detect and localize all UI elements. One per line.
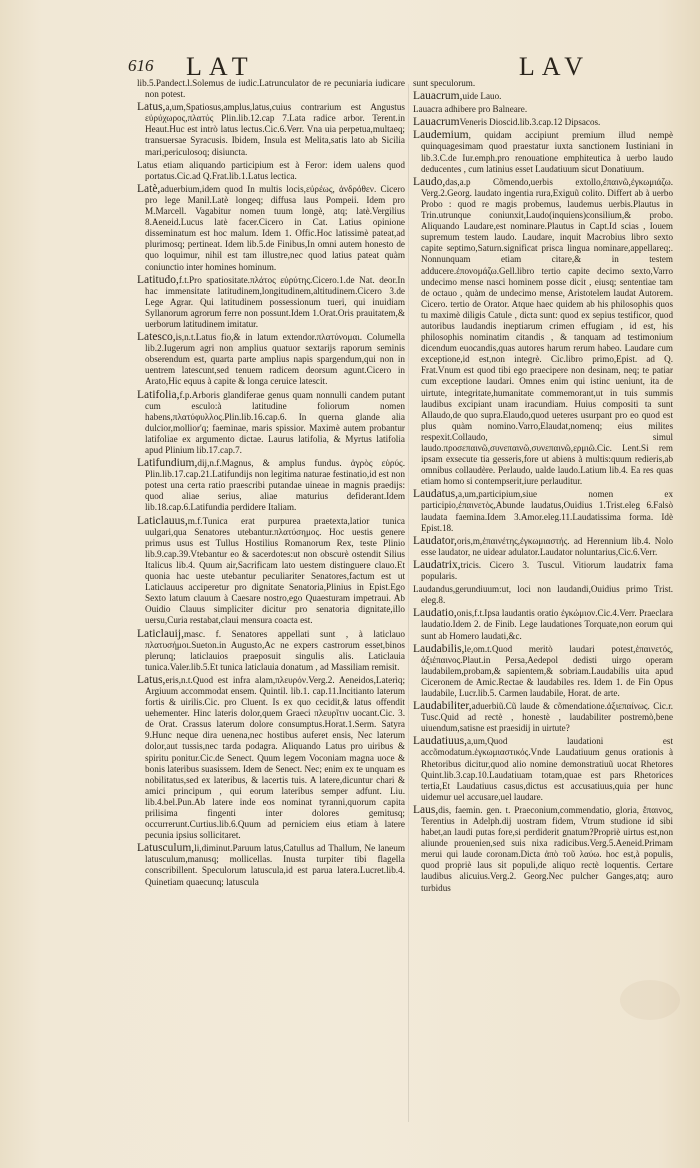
entry-headword: Lauacrum, [413, 90, 463, 103]
dictionary-entry [137, 458, 405, 513]
entry-text: eris,n.t.Quod est infra alam,πλευρόν.Verg.2. Aeneidos,Laterìq; Argiuum accommodat ensem. Quintil. lib.1. cap.11.Incitianto laterum fortis & uirilis.Cic. pro Cluent. Is ex quo cecidit,& latus offendit uehementer. Hinc lateris dolor,quem Graeci πλευρῖτιν uocant.Cic. 3. de Orat. Crassus laterum dolore consumptus.Horat.1.Serm. Satyra 9.Hunc neque dira uenena,nec hostibus auferet ensis, Nec laterum dolor,aut tussis,nec tarda podagra. Aliquando Latus pro uiribus & spiritu ponitur.Cic.de Senect. Quum legem Voconiam magna uoce & bonis lateribus suasissem. Idem de Senect. Nec; enim ex te unquam es nobilitatus,sed ex lateribus, & lacertis tuis. A latere,dicuntur chari & amici principum , qui eorum lateribus semper adfunt. Liu. lib.4.bel.Pun.Ab latere inde eos nominat tyranni,quorum capita prilisima fingenti inter dolores gemitusq; occurrerunt.Curtius.lib.6.Quum ad perniciem eius etiam à latere pecunia ipsius sollicitaret. [145, 674, 405, 841]
entry-headword: Laudatio, [413, 607, 457, 620]
dictionary-entry [137, 629, 405, 673]
dictionary-entry [413, 736, 673, 803]
column-divider [408, 84, 409, 1122]
left-guide-word: LAT [186, 52, 255, 81]
entry-headword: Laudator, [413, 534, 457, 547]
entry-headword: Latifundium, [137, 457, 198, 470]
dictionary-entry [413, 644, 673, 699]
entry-headword: Laus, [413, 803, 439, 816]
entry-text: Laudandus,gerundiuum:ut, loci non laudandi,Ouidius primo Trist. eleg.8. [413, 584, 673, 606]
entry-headword: Latifolia, [137, 388, 180, 401]
dictionary-entry [137, 102, 405, 157]
dictionary-entry [413, 584, 673, 606]
dictionary-entry [137, 332, 405, 387]
entry-text: Lauacra adhibere pro Balneare. [413, 104, 528, 115]
dictionary-entry [413, 805, 673, 894]
entry-headword: Laudatrix, [413, 558, 461, 571]
dictionary-entry [413, 117, 673, 128]
entry-text: m.f.Tunica erat purpurea praetexta,latior tunica uulgari,qua Senatores utebantur.πλατύσημος. Hoc uestis genere primus usus est Tullus Hostilius Romanorum Rex, teste Plinio lib.9.cap.39.Vtebantur eo & sacerdotes:ut non obscurè ostendit Silius Italicus lib.4. Quum air,Sacrificam lato uestem distinguere clauo.Et quonia hac ueste utebantur peculiariter Senatores,factum est ut Laticlauus acciperetur pro dignitate Senatoria,Plinius in Epist.Ego Sexto latum clauum à Caesare nostro,ego Quaesturam impetraui. Ab Ouidio Clauus simpliciter dicitur pro senatoria dignitate,illo uersu,Curia restabat,claui mensura coacta est. [145, 515, 405, 626]
dictionary-entry [413, 104, 673, 115]
entry-text: dis, faemin. gen. t. Praeconium,commendatio, gloria, ἔπαινος, Terentius in Adelph.dij uostram fidem, Vtrum studione id sibi habet,an laudi putas fore,si perdiderit gnatum?Propriè uirtus est,non aliunde prouenien,sed suis nixa radicibus.Verg.5.Aeneid.Primam merui qui laude coronam.Dicta ἀπὸ τοῦ λαύω. hoc est,à populis, quod propriè laus sit populi,de aliquo rectè loquentis. Certare laudibus alicuius.Verg.2. Georg.Nec pulcher Ganges,atq; auro turbidus [421, 804, 673, 893]
entry-headword: Latus, [137, 101, 166, 114]
dictionary-entry [413, 701, 673, 734]
dictionary-entry [413, 177, 673, 488]
entry-text: lib.5.Pandect.l.Solemus de iudic.Latrunculator de re pecuniaria iudicare non potest. [137, 78, 405, 100]
dictionary-entry [137, 516, 405, 627]
dictionary-entry [137, 390, 405, 457]
dictionary-entry [413, 489, 673, 533]
right-column [413, 78, 673, 1130]
entry-headword: Laudabiliter, [413, 700, 472, 713]
entry-text: sunt speculorum. [413, 78, 476, 88]
left-column [137, 78, 405, 1130]
entry-text: li,diminut.Paruum latus,Catullus ad Thallum, Ne laneum latusculum,manusq; mollicellas. Inusta turpiter tibi flagella conscribillent. Speculorum latuscula,id est parua latera.Lucret.lib.4. Quinetiam quaecunq; latuscula [145, 843, 405, 887]
entry-text: aduerbiũ.Cũ laude & cõmendatione.ἀξιεπαίνως. Cic.r. Tusc.Quid ad rectè , honestè , laudabiliter postremò,bene uiuendum,satisne est praesidij in uirtute? [421, 701, 673, 734]
page-number: 616 [128, 56, 154, 75]
dictionary-entry [413, 560, 673, 582]
entry-text: a,um,Quod laudationi est accõmodatum.ἐγκωμιαστικός.Vnde Laudatiuum genus orationis à Rhetoribus dicitur,quod alio nomine demonstratiuũ uocat Rhetores Quint.lib.3.cap.10.Laudatiuam totam,quae est pars Rhetorices tertia,Et Laudatiuus casus,dictus est accusatiuus,quia per hunc uidemur uel accusare,uel laudare. [421, 736, 673, 802]
entry-headword: Lauacrum [413, 116, 460, 129]
entry-text: Veneris Dioscid.lib.3.cap.12 Dipsacos. [459, 117, 601, 128]
dictionary-entry [137, 275, 405, 330]
entry-text: , quidam accipiunt premium illud nempè quinquagesimam quod praestatur iuxta sanctionem Iustiniani in lib.3.C.de Iur.emph.pro renouatione emphiteutica à uerbo laudo deducentes , cum latinius esset Laudatiuum sicut Donatiuum. [421, 130, 673, 174]
entry-text: Latus etiam aliquando participium est à Feror: idem ualens quod portatus.Cic.ad Q.Frat.lib.1.Latus lectica. [137, 159, 405, 181]
entry-headword: Latesco, [137, 331, 176, 344]
dictionary-entry [137, 184, 405, 273]
entry-text: aduerbium,idem quod In multis locis,εὐρέως, ἀνδρόθεν. Cicero pro lege Manil.Latè longeq; diffusa laus Pompeii. Idem pro M.Marcell. Vagabitur nomen tuum longè, atq; latè.Vergilius 8.Aeneid.Lucus latè facer.Cicero in Cat. Latius opinione disseminatum est hoc malum. Idem 1. Offic.Hoc latissimè pateat,ad plurimosq; pertineat. Idem lib.5.de Finibus,In omni autem honesto de quo loquimur, nihil est tam illustre,nec quod latius pateat quàm coniunctio inter homines hominum. [145, 183, 405, 272]
dictionary-entry [137, 78, 405, 100]
entry-text: onis,f.t.Ipsa laudantis oratio ἐγκώμιον.Cic.4.Verr. Praeclara laudatio.Idem 2. de Finib. Lege laudationes Torquate,non eorum qui sunt ab Homero laudati,&c. [421, 608, 673, 641]
dictionary-entry [413, 130, 673, 174]
dictionary-entry [413, 78, 673, 89]
entry-text: f.p.Arboris glandiferae genus quam nonnulli candem putant cum esculo:à latitudine foliorum nomen habens,πλατύφυλλος.Plin.lib.16.cap.6. In querna glande alia dulcior,mollior'q; faeminae, maris spissior. Maximè autem probantur latifoliae ex argumento dictae. Laurus latifolia, & Myrtus latifolia apud Plinium lib.17.cap.7. [145, 389, 405, 455]
entry-text: is,n.t.Latus fio,& in latum extendor.πλατύνομαι. Columella lib.2.Iugerum agri non amplius quatuor sextarijs raporum seminis obserendum est, quarta parte amplius napis spargendum,qui non in uentrem latescunt,sed tenuem radicem deorsum agunt.Cicero in Arato,Hic equus à capite & longa ceruice latescit. [145, 332, 405, 387]
right-guide-word: LAV [518, 52, 590, 81]
entry-text: uide Lauo. [462, 91, 502, 102]
dictionary-entry [137, 160, 405, 182]
dictionary-entry [413, 608, 673, 641]
entry-headword: Laticlauij, [137, 627, 184, 640]
entry-headword: Laudatus, [413, 488, 459, 501]
entry-text: tricis. Cicero 3. Tuscul. Vitiorum laudatrix fama popularis. [421, 559, 673, 582]
entry-text: oris,m,ἐπαινέτης,ἐγκωμιαστής. ad Herennium lib.4. Nolo esse laudator, ne uidear adulator.Laudator noluntarius,Cic.6.Verr. [421, 535, 673, 557]
entry-headword: Latè, [137, 182, 161, 195]
entry-headword: Laudo, [413, 175, 446, 188]
entry-headword: Laticlauus, [137, 514, 188, 527]
entry-headword: Laudatiuus, [413, 735, 467, 748]
entry-headword: Laudabilis, [413, 642, 465, 655]
entry-headword: Laudemium [413, 129, 469, 142]
entry-text: a,um,participium,siue nomen ex participio,ἐπαινετὸς,Abunde laudatus,Ouidius 1.Trist.eleg 6.Falsò laudata faemina.Idem 3.Amor.eleg.11.Laudatissima forma. Idè Epist.18. [421, 489, 673, 533]
entry-headword: Latitudo, [137, 273, 179, 286]
entry-headword: Latusculum, [137, 842, 195, 855]
entry-text: dij,n.f.Magnus, & amplus fundus. ἀγρὸς εὐρύς. Plin.lib.17.cap.21.Latifundijs non legitima naturae festinatio,id est non potest una certa ratio praescribi putandae uineae in magnis praedijs: quod aliae serius, aliae maturius defiderant.Idem lib.18.cap.6.Latifundia perdidere Italiam. [145, 458, 405, 513]
entry-text: das,a.p Cõmendo,uerbis extollo,ἐπαινῶ,ἐγκωμιάζω. Verg.2.Georg. laudato ingentia rura,Exiguũ colito. Differt ab à uerbo Probo : quod re magis probemus, laudemus uerbis.Plautus in Trin.utrunque coniunxit,Laudo(inquiens)consilium,& probo. Aliquando Laudare,est nominare.Plautus in Capt.Id scias , Iouem supremum testem laudo. Laudare, inquit Macrobius libro sexto capite septimo,Saturn.significat prisca lingua nominare,appellareq;. Nonnunquam etiam citare,& in testem adducere.ἐπονομάζω.Gell.libro tertio capite decimo sexto,Varro undecimo mense nasci hominem posse dicit , eiusq; sententiae tam de octauo , quàm de undecimo mense, Aristotelem laudat Autorem. Cicero. tertio de Orator. Atque haec quidem ab his philosophis quos tu maximè diligis Catule , dicta sunt: quod ex sepius testificor, quod autoribus laudandis ineptiarum crimen effugiam , id est, his philosophis nominatim citandis , & tanquam ad testimonium dicendum euocandis,quas autores harum rerum habeo. Laudare cum exceptione,id est,non integrè. Cic.libro primo,Epist. ad Q. Frat.Vnum est quod tibi ego praecipere non desinam, neq; te patiar cum exceptione laudari. Omnes enim qui istinc ueniunt, ita de uirtute, integritate,humanitate commemorant,ut in tuis summis laudibus excipiant unam iracundiam. Huius compositi ta sunt Allaudo,de quo supra.Elaudo,quod ueteres usurpant pro eo quod est plus quàm nomino.Varro,Elaudat,nomenq; eius milites respexit.Collaudo, simul laudo.προσεπαινῶ,συνεπαινῶ,συνεπαινῶ,ερμιῶ.Cic. Lent.Si rem ipsam exsecute tia gesseris,fore ut abiens à multis:quum redieris,ab omnibus collaudère. Perlaudo, ualde laudo.Latium lib.4. Ea res quas etiam homo si contempserit,iure perlauditur. [421, 176, 673, 487]
entry-text: le,om.t.Quod meritò laudari potest,ἐπαινετός, ἀξιέπαινος.Plaut.in Persa,Aedepol dedisti uirgo operam laudabilem,probam,& sapientem,& sobriam.Laudabilis uita apud Ciceronem de Amic.Rectae & laudabiles res. Idem 1. de Fin Opus laudabile, Lucr.lib.5. Carmen laudabile, Horat. de arte. [421, 643, 673, 698]
dictionary-entry [413, 536, 673, 558]
dictionary-entry [137, 843, 405, 887]
entry-headword: Latus, [137, 673, 166, 686]
dictionary-entry [137, 675, 405, 841]
dictionary-entry [413, 91, 673, 102]
entry-text: a,um,Spatiosus,amplus,latus,cuius contrarium est Angustus εὐρύχωρος,πλατύς Plin.lib.12.cap 7.Lata radice arbor. Terent.in Heaut.Huc est intrò latus lectus.Cic.6.Verr. Vna uia perpetua,multaeq; transuersae Syracusis. Ibidem, Insula est Melita,satis lato ab Sicilia mari,periculosoq; disiuncta. [145, 102, 405, 157]
entry-text: masc. f. Senatores appellati sunt , à laticlauo πλατυσήμοι.Sueton.in Augusto,Ac ne expers castrorum esset,binos plerunq; laticlauios praeposuit singulis alis. Laticlauia tunica.Valer.lib.5.Et tunica laticlauia donatum , ad Massiliam remisit. [145, 628, 405, 672]
entry-text: f.t.Pro spatiositate.πλάτος εὐρύτης.Cicero.1.de Nat. deor.In hac immensitate latitudinem,longitudinem,altitudinem.Cicero 3.de Lege Agrar. Qui latitudinem possessionum tueri, qui inuidiam Syllanorum agrorum ferre non possunt.Idem 1.Orat.Oris prauitatem,& uerborum latitudinem imitatur. [145, 274, 405, 329]
